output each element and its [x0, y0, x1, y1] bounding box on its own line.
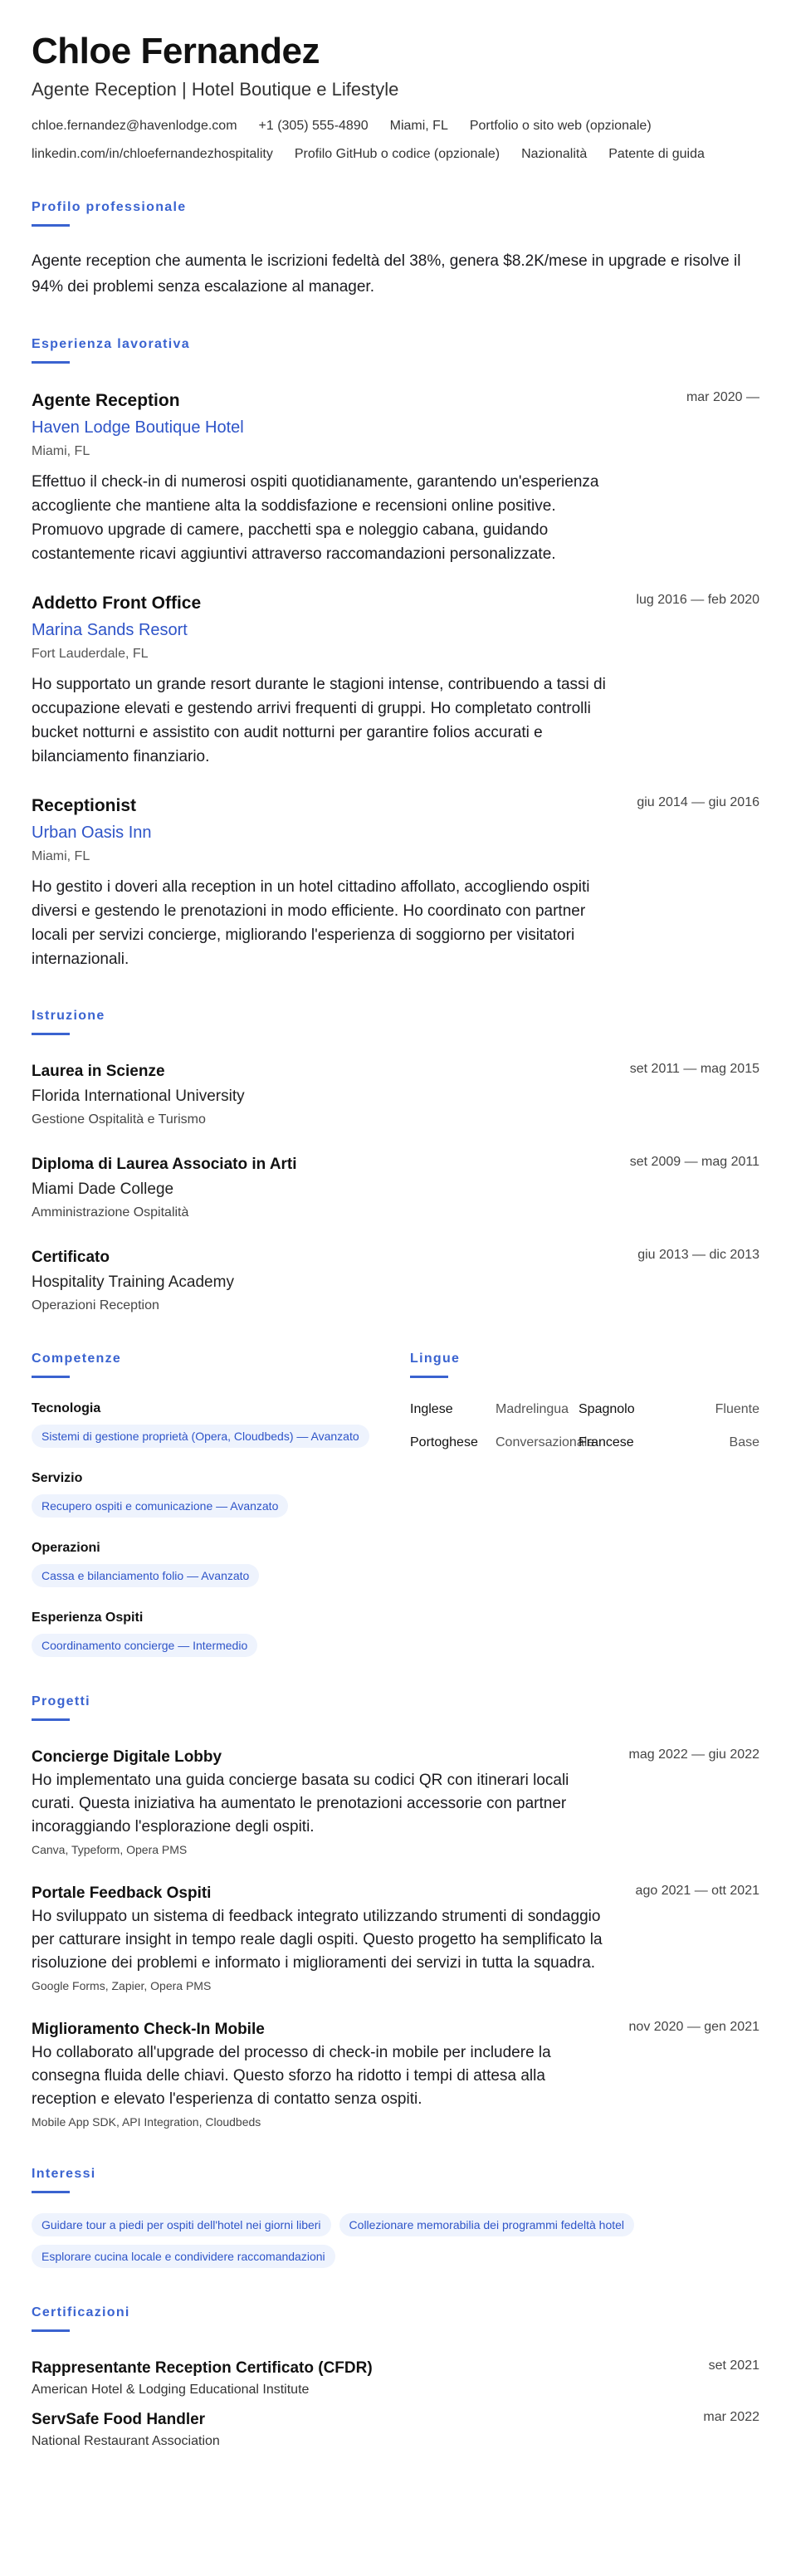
project-name: Miglioramento Check-In Mobile	[32, 2021, 265, 2038]
entry-dates: mag 2022 — giu 2022	[628, 1747, 759, 1762]
experience-entry	[32, 390, 759, 566]
job-description: Effettuo il check-in di numerosi ospiti quotidianamente, garantendo un'esperienza accogliente che mantiene alta la soddisfazione e recensioni online positive. Promuovo upgrade di camere, pacchetti spa e noleggio cabana, guidando costantemente ricavi aggiuntivi attraverso raccomandazioni personalizzate.	[32, 473, 599, 563]
company-name: Marina Sands Resort	[32, 621, 188, 639]
resume-header	[32, 30, 759, 163]
section-divider	[32, 2191, 70, 2193]
contact-email[interactable]: chloe.fernandez@havenlodge.com	[32, 119, 237, 133]
job-title: Addetto Front Office	[32, 594, 202, 613]
entry-dates: set 2021	[708, 2358, 759, 2373]
language-level: Base	[729, 1435, 759, 1449]
project-tech: Canva, Typeform, Opera PMS	[32, 1843, 188, 1856]
section-divider	[32, 1718, 70, 1721]
certifications-section	[32, 2305, 759, 2450]
certification-name: Rappresentante Reception Certificato (CFDR)	[32, 2359, 373, 2377]
language-name: Francese	[579, 1435, 634, 1449]
experience-entry	[32, 795, 759, 971]
entry-dates: mar 2022	[703, 2410, 759, 2424]
degree-title: Diploma di Laurea Associato in Arti	[32, 1156, 297, 1173]
field-of-study: Gestione Ospitalità e Turismo	[32, 1112, 206, 1127]
section-title: Istruzione	[32, 1009, 105, 1023]
skill-category: Esperienza Ospiti	[32, 1611, 144, 1625]
entry-dates: mar 2020 —	[686, 390, 759, 404]
language-list	[410, 1401, 759, 1451]
language-name: Inglese	[410, 1402, 453, 1416]
job-title: Receptionist	[32, 796, 137, 815]
school-name: Miami Dade College	[32, 1180, 174, 1198]
section-divider	[32, 1376, 70, 1378]
certification-name: ServSafe Food Handler	[32, 2411, 206, 2428]
summary-text: Agente reception che aumenta le iscrizioni fedeltà del 38%, genera $8.2K/mese in upgrade e risolve il 94% dei problemi senza escalazione al manager.	[32, 252, 741, 296]
contact-linkedin[interactable]: linkedin.com/in/chloefernandezhospitality	[32, 147, 273, 161]
skill-pill: Sistemi di gestione proprietà (Opera, Cloudbeds) — Avanzato	[32, 1425, 369, 1448]
project-description: Ho collaborato all'upgrade del processo di check-in mobile per includere la consegna fluida delle chiavi. Questo sforzo ha ridotto i tempi di attesa alla reception e elevato l'esperienza di contatto senza ospiti.	[32, 2044, 551, 2108]
school-name: Hospitality Training Academy	[32, 1273, 234, 1291]
entry-dates: ago 2021 — ott 2021	[635, 1884, 759, 1898]
entry-dates: nov 2020 — gen 2021	[628, 2020, 759, 2034]
interest-pill: Collezionare memorabilia dei programmi fedeltà hotel	[339, 2213, 635, 2236]
project-description: Ho implementato una guida concierge basata su codici QR con itinerari locali curati. Questa iniziativa ha aumentato le prenotazioni accessorie con partner incoraggiando l'esplorazione degli ospiti.	[32, 1772, 569, 1835]
job-title: Agente Reception	[32, 391, 180, 410]
project-tech: Mobile App SDK, API Integration, Cloudbeds	[32, 2115, 261, 2129]
project-entry	[32, 2020, 759, 2129]
project-tech: Google Forms, Zapier, Opera PMS	[32, 1979, 212, 1992]
job-location: Miami, FL	[32, 444, 90, 458]
languages-section	[410, 1351, 759, 1657]
interest-pill: Esplorare cucina locale e condividere raccomandazioni	[32, 2245, 335, 2268]
language-name: Portoghese	[410, 1435, 478, 1449]
skill-group	[32, 1541, 410, 1587]
education-entry	[32, 1248, 759, 1314]
field-of-study: Amministrazione Ospitalità	[32, 1205, 189, 1220]
skill-group	[32, 1401, 410, 1448]
contact-github[interactable]: Profilo GitHub o codice (opzionale)	[294, 147, 500, 161]
certification-issuer: American Hotel & Lodging Educational Institute	[32, 2383, 310, 2397]
contact-phone[interactable]: +1 (305) 555-4890	[258, 119, 369, 133]
section-divider	[32, 361, 70, 364]
section-title: Competenze	[32, 1352, 122, 1366]
interests-section	[32, 2166, 759, 2268]
candidate-headline: Agente Reception | Hotel Boutique e Lifestyle	[32, 79, 399, 100]
interest-list	[32, 2213, 759, 2268]
skill-pill: Cassa e bilanciamento folio — Avanzato	[32, 1564, 259, 1587]
job-location: Fort Lauderdale, FL	[32, 647, 149, 661]
skills-languages-row	[32, 1351, 759, 1657]
certification-issuer: National Restaurant Association	[32, 2434, 220, 2448]
section-divider	[32, 2329, 70, 2332]
skill-group	[32, 1611, 410, 1657]
skill-group	[32, 1471, 410, 1518]
degree-title: Certificato	[32, 1249, 110, 1266]
section-divider	[32, 224, 70, 227]
school-name: Florida International University	[32, 1088, 245, 1105]
section-title: Interessi	[32, 2167, 96, 2181]
contact-location: Miami, FL	[389, 119, 448, 133]
certification-entry	[32, 2358, 759, 2398]
summary-section	[32, 199, 759, 300]
section-title: Esperienza lavorativa	[32, 337, 190, 351]
skill-category: Servizio	[32, 1471, 83, 1485]
job-description: Ho gestito i doveri alla reception in un hotel cittadino affollato, accogliendo ospiti diversi e gestendo le prenotazioni in modo efficiente. Ho coordinato con partner locali per servizi concierge, migliorando l'esperienza di soggiorno per visitatori internazionali.	[32, 878, 590, 968]
project-entry	[32, 1747, 759, 1857]
entry-dates: set 2011 — mag 2015	[629, 1062, 759, 1076]
contact-license: Patente di guida	[608, 147, 705, 161]
job-location: Miami, FL	[32, 849, 90, 863]
project-name: Portale Feedback Ospiti	[32, 1884, 212, 1902]
contact-nationality: Nazionalità	[521, 147, 588, 161]
field-of-study: Operazioni Reception	[32, 1298, 159, 1312]
section-title: Lingue	[410, 1352, 461, 1366]
projects-section	[32, 1694, 759, 2129]
certification-entry	[32, 2410, 759, 2450]
education-section	[32, 1008, 759, 1314]
degree-title: Laurea in Scienze	[32, 1063, 165, 1080]
education-entry	[32, 1062, 759, 1128]
language-level: Fluente	[715, 1402, 759, 1416]
language-level: Conversazionale	[496, 1435, 595, 1449]
interest-pill: Guidare tour a piedi per ospiti dell'hotel nei giorni liberi	[32, 2213, 331, 2236]
experience-entry	[32, 593, 759, 769]
entry-dates: lug 2016 — feb 2020	[636, 593, 759, 607]
contact-portfolio[interactable]: Portfolio o sito web (opzionale)	[469, 119, 652, 133]
skill-category: Operazioni	[32, 1541, 100, 1555]
language-level: Madrelingua	[496, 1402, 569, 1416]
skills-section	[32, 1351, 410, 1657]
job-description: Ho supportato un grande resort durante le stagioni intense, contribuendo a tassi di occupazione elevati e gestendo arrivi frequenti di gruppi. Ho completato controlli bucket notturni e assistito con audit notturni per garantire folios accurati e bilanciamento finanziario.	[32, 676, 606, 765]
candidate-name: Chloe Fernandez	[32, 31, 320, 71]
skill-category: Tecnologia	[32, 1401, 101, 1415]
skill-pill: Coordinamento concierge — Intermedio	[32, 1634, 257, 1657]
language-name: Spagnolo	[579, 1402, 635, 1416]
entry-dates: giu 2014 — giu 2016	[637, 795, 759, 809]
project-entry	[32, 1884, 759, 1993]
section-title: Progetti	[32, 1694, 90, 1708]
company-name: Urban Oasis Inn	[32, 824, 152, 842]
section-title: Certificazioni	[32, 2305, 130, 2319]
section-divider	[410, 1376, 448, 1378]
project-description: Ho sviluppato un sistema di feedback integrato utilizzando strumenti di sondaggio per catturare insight in tempo reale dagli ospiti. Questo progetto ha semplificato la risoluzione dei problemi e informato i miglioramenti dei servizi in tutta la squadra.	[32, 1908, 603, 1972]
section-title: Profilo professionale	[32, 200, 187, 214]
education-entry	[32, 1155, 759, 1221]
contact-list	[32, 118, 759, 163]
section-divider	[32, 1033, 70, 1035]
project-name: Concierge Digitale Lobby	[32, 1748, 222, 1766]
experience-section	[32, 336, 759, 971]
entry-dates: giu 2013 — dic 2013	[637, 1248, 759, 1262]
company-name: Haven Lodge Boutique Hotel	[32, 418, 244, 437]
entry-dates: set 2009 — mag 2011	[629, 1155, 759, 1169]
skill-pill: Recupero ospiti e comunicazione — Avanzato	[32, 1494, 288, 1518]
